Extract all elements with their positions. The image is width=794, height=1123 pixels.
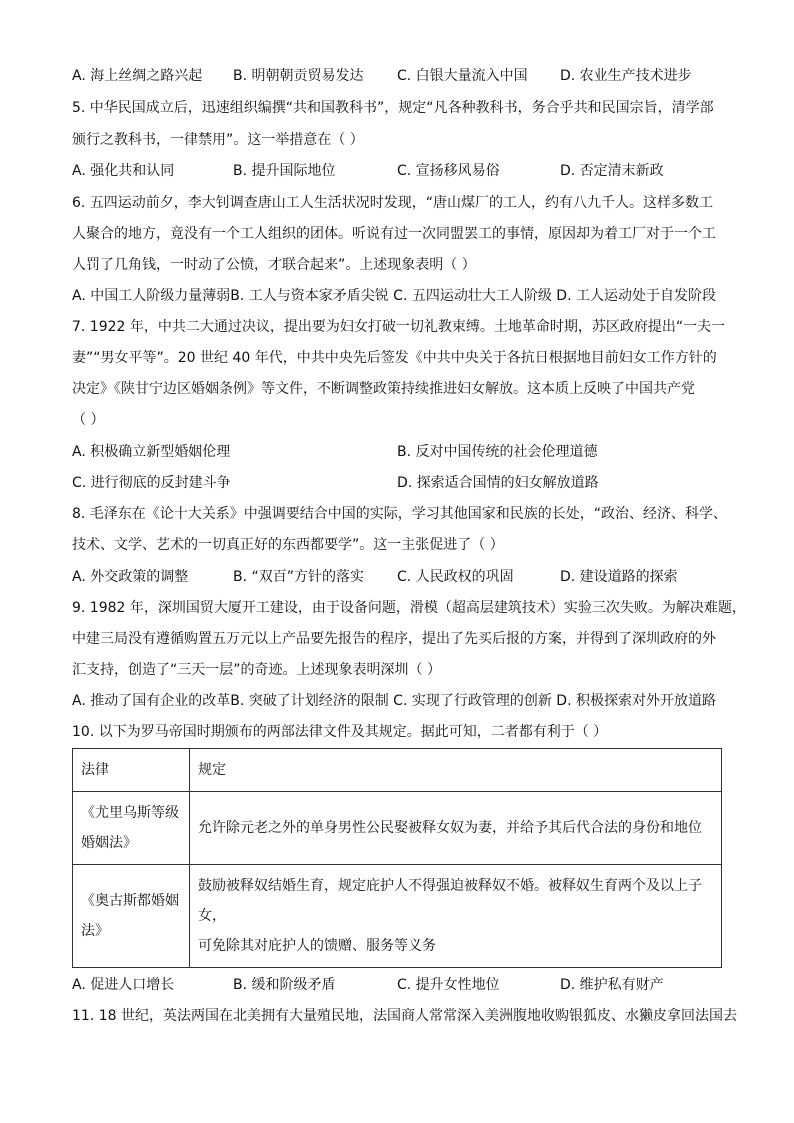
q5-stem-line-2: 颁行之教科书，一律禁用”。这一举措意在（ ）	[72, 132, 364, 148]
law-name-line: 《尤里乌斯等级	[81, 805, 179, 821]
q4-option-c[interactable]: C. 白银大量流入中国	[397, 68, 528, 84]
q5-option-d[interactable]: D. 否定清末新政	[560, 163, 664, 179]
q4-option-d[interactable]: D. 农业生产技术进步	[560, 68, 692, 84]
law-name-cell	[73, 865, 190, 968]
q8-stem-line-1: 8. 毛泽东在《论十大关系》中强调要结合中国的实际，学习其他国家和民族的长处，“政治、经济、科学、	[72, 506, 728, 522]
table-row	[73, 865, 722, 968]
q10-option-a[interactable]: A. 促进人口增长	[72, 977, 175, 993]
q9-options[interactable]: A. 推动了国有企业的改革B. 突破了计划经济的限制 C. 实现了行政管理的创新 D. 积极探索对外开放道路	[72, 693, 716, 709]
law-rule-cell	[190, 792, 722, 865]
q5-stem-line-1: 5. 中华民国成立后，迅速组织编撰“共和国教科书”，规定“凡各种教科书，务合乎共和民国宗旨，清学部	[72, 100, 714, 116]
law-rule-line: 可免除其对庇护人的馈赠、服务等义务	[198, 938, 436, 954]
q8-stem-line-2: 技术、文学、艺术的一切真正好的东西都要学”。这一主张促进了（ ）	[72, 537, 504, 553]
q8-option-b[interactable]: B. “双百”方针的落实	[233, 569, 365, 585]
q8-option-a[interactable]: A. 外交政策的调整	[72, 569, 189, 585]
law-rule-cell	[190, 865, 722, 968]
q7-stem-line-1: 7. 1922 年，中共二大通过决议，提出要为妇女打破一切礼教束缚。土地革命时期，苏区政府提出“一夫一	[72, 319, 726, 335]
q4-option-b[interactable]: B. 明朝朝贡贸易发达	[233, 68, 364, 84]
q10-stem: 10. 以下为罗马帝国时期颁布的两部法律文件及其规定。据此可知，二者都有利于（ ）	[72, 724, 608, 740]
law-rule-line: 鼓励被释奴结婚生育，规定庇护人不得强迫被释奴不婚。被释奴生育两个及以上子女，	[198, 878, 702, 924]
q9-stem-line-2: 中建三局没有遵循购置五万元以上产品要先报告的程序，提出了先买后报的方案，并得到了深圳政府的外	[72, 631, 716, 647]
q10-option-c[interactable]: C. 提升女性地位	[397, 977, 500, 993]
q9-stem-line-1: 9. 1982 年，深圳国贸大厦开工建设，由于设备问题，滑模（超高层建筑技术）实验三次失败。为解决难题，	[72, 600, 746, 616]
q5-option-c[interactable]: C. 宣扬移风易俗	[397, 163, 500, 179]
q7-option-c[interactable]: C. 进行彻底的反封建斗争	[72, 475, 231, 491]
q7-stem-line-3: 决定》《陕甘宁边区婚姻条例》等文件，不断调整政策持续推进妇女解放。这本质上反映了中国共产党	[72, 381, 695, 397]
q6-stem-line-2: 人聚合的地方，竟没有一个工人组织的团体。听说有过一次同盟罢工的事情，原因却为着工厂对于一个工	[72, 226, 716, 242]
q10-option-b[interactable]: B. 缓和阶级矛盾	[233, 977, 336, 993]
q4-option-a[interactable]: A. 海上丝绸之路兴起	[72, 68, 203, 84]
q7-option-a[interactable]: A. 积极确立新型婚姻伦理	[72, 444, 231, 460]
q7-option-d[interactable]: D. 探索适合国情的妇女解放道路	[397, 475, 599, 491]
q9-stem-line-3: 汇支持，创造了“三天一层”的奇迹。上述现象表明深圳（ ）	[72, 662, 441, 678]
q8-option-c[interactable]: C. 人民政权的巩固	[397, 569, 514, 585]
table-header-law: 法律	[73, 749, 190, 792]
q8-option-d[interactable]: D. 建设道路的探索	[560, 569, 678, 585]
law-name-cell	[73, 792, 190, 865]
law-rule-line: 允许除元老之外的单身男性公民娶被释女奴为妻，并给予其后代合法的身份和地位	[198, 820, 702, 836]
law-name-line: 《奥古斯都婚姻	[81, 893, 179, 909]
q7-stem-line-2: 妻”“男女平等”。20 世纪 40 年代，中共中央先后签发《中共中央关于各抗日根据地目前妇女工作方针的	[72, 350, 717, 366]
q11-stem-line-1: 11. 18 世纪，英法两国在北美拥有大量殖民地，法国商人常常深入美洲腹地收购银狐皮、水獭皮拿回法国去	[72, 1008, 737, 1024]
q10-option-d[interactable]: D. 维护私有财产	[560, 977, 664, 993]
table-header-rule: 规定	[190, 749, 722, 792]
law-name-line: 婚姻法》	[81, 835, 137, 851]
q6-stem-line-1: 6. 五四运动前夕，李大钊调查唐山工人生活状况时发现，“唐山煤厂的工人，约有八九千人。这样多数工	[72, 195, 714, 211]
q7-stem-line-4: （ ）	[72, 412, 105, 428]
q5-option-a[interactable]: A. 强化共和认同	[72, 163, 175, 179]
table-header-row	[73, 749, 722, 792]
table-row	[73, 792, 722, 865]
q5-option-b[interactable]: B. 提升国际地位	[233, 163, 336, 179]
q6-stem-line-3: 人罚了几角钱，一时动了公愤，才联合起来”。上述现象表明（ ）	[72, 257, 476, 273]
q7-option-b[interactable]: B. 反对中国传统的社会伦理道德	[397, 444, 598, 460]
law-name-line: 法》	[81, 923, 109, 939]
law-table	[72, 748, 722, 968]
q6-options[interactable]: A. 中国工人阶级力量薄弱B. 工人与资本家矛盾尖锐 C. 五四运动壮大工人阶级 D. 工人运动处于自发阶段	[72, 288, 716, 304]
